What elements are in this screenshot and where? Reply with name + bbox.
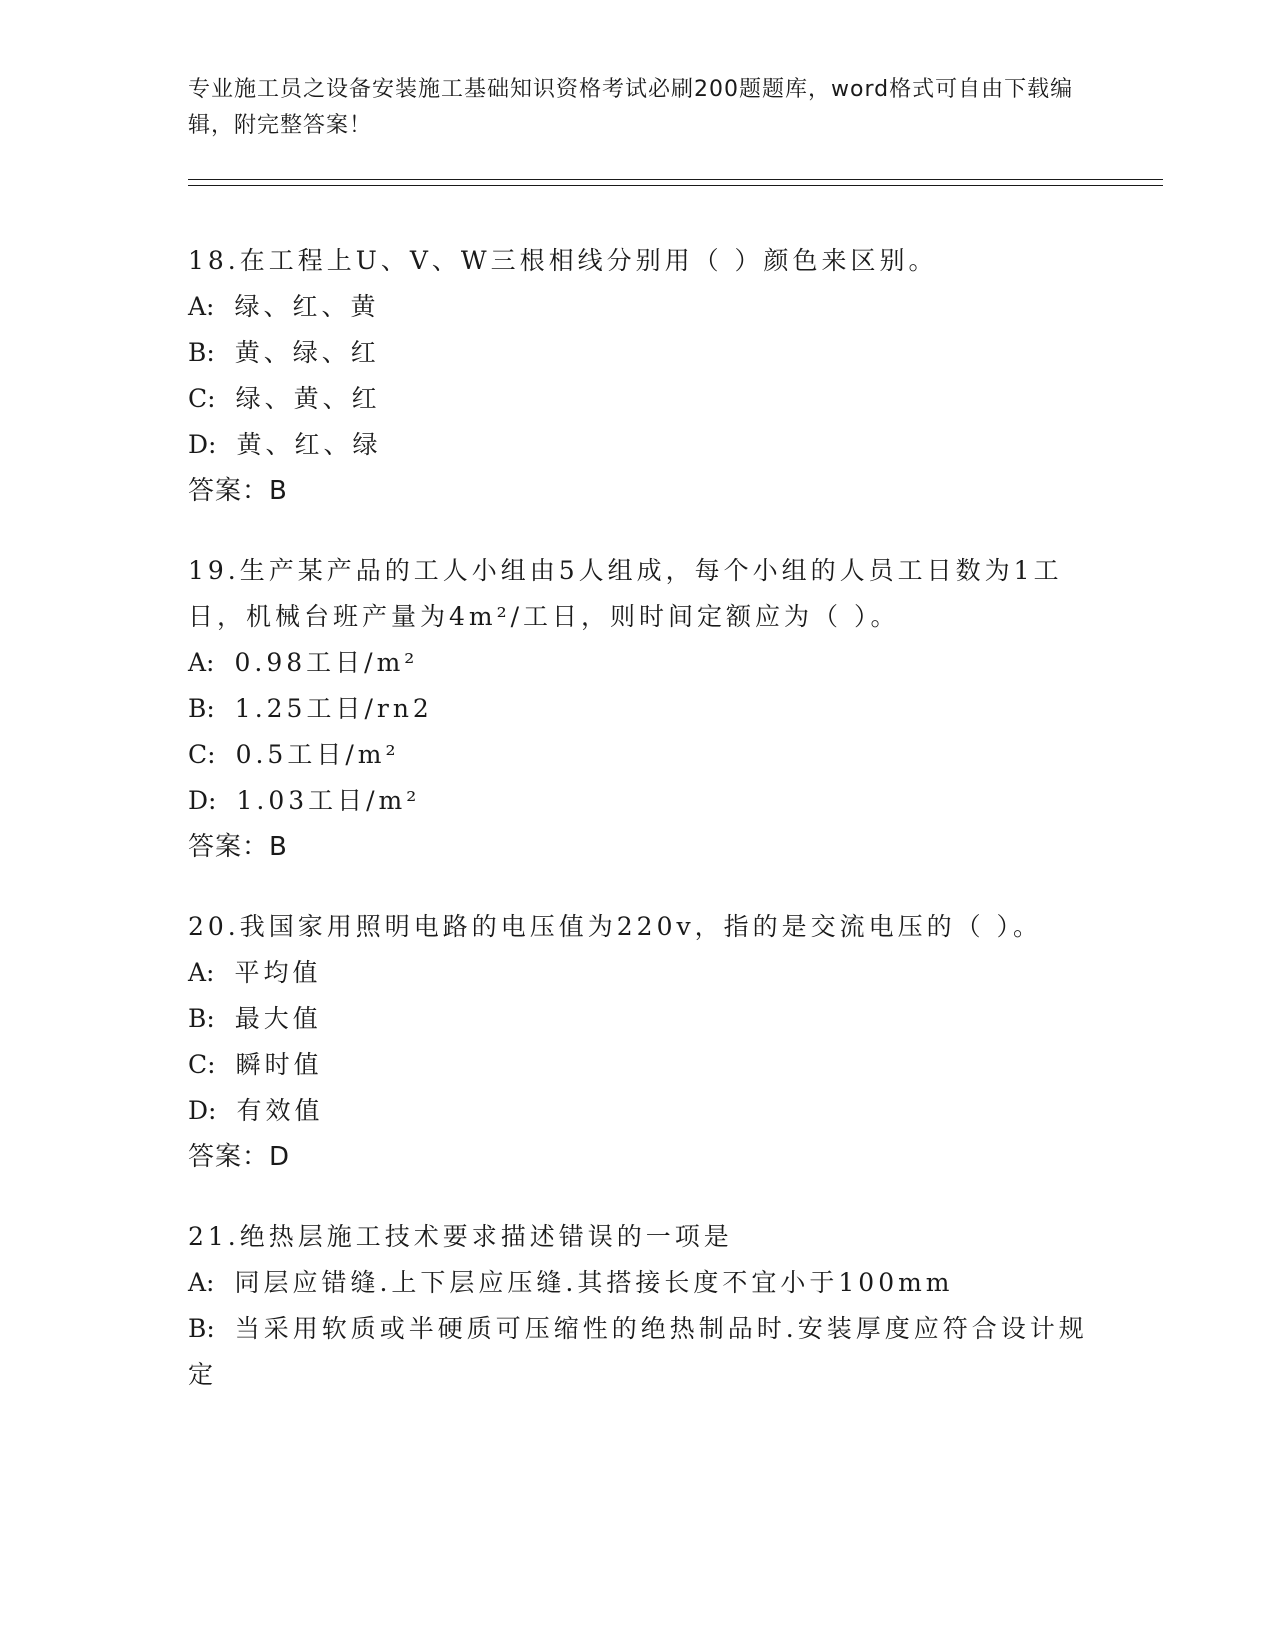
option-letter: A:	[188, 958, 215, 987]
option-c	[188, 732, 1088, 778]
question-stem	[188, 904, 1088, 950]
option-text: 0.98工日/m²	[234, 648, 419, 677]
answer: 答案：D	[188, 1142, 291, 1172]
question-text: 在工程上U、V、W三根相线分别用（ ）颜色来区别。	[239, 246, 938, 275]
option-letter: D:	[188, 786, 217, 815]
option-letter: C:	[188, 740, 216, 769]
option-text: 绿、红、黄	[234, 292, 380, 321]
option-letter: B:	[188, 1314, 215, 1343]
option-a	[188, 640, 1088, 686]
option-b	[188, 996, 1088, 1042]
option-a	[188, 1260, 1088, 1306]
question-number: 18.	[188, 246, 240, 275]
option-b	[188, 686, 1088, 732]
header-rule-top	[188, 179, 1163, 180]
question-text: 生产某产品的工人小组由5人组成，每个小组的人员工日数为1工日，机械台班产量为4m²/工日，则时间定额应为（ ）。	[188, 556, 1063, 631]
question-number: 20.	[188, 912, 240, 941]
question-stem	[188, 548, 1088, 640]
question-stem	[188, 1214, 1088, 1260]
option-text: 平均值	[234, 958, 322, 987]
header-rule-bottom	[188, 185, 1163, 186]
option-text: 有效值	[236, 1096, 324, 1125]
option-b	[188, 1306, 1088, 1398]
option-letter: A:	[188, 648, 215, 677]
question-20	[188, 904, 1088, 1180]
option-text: 同层应错缝.上下层应压缝.其搭接长度不宜小于100mm	[234, 1268, 954, 1297]
option-letter: D:	[188, 1096, 217, 1125]
option-a	[188, 284, 1088, 330]
option-text: 黄、红、绿	[236, 430, 382, 459]
option-d	[188, 422, 1088, 468]
option-text: 0.5工日/m²	[235, 740, 400, 769]
option-text: 绿、黄、红	[235, 384, 381, 413]
option-a	[188, 950, 1088, 996]
question-21	[188, 1214, 1088, 1398]
document-header	[188, 72, 1088, 144]
question-stem	[188, 238, 1088, 284]
option-text: 黄、绿、红	[234, 338, 380, 367]
answer: 答案：B	[188, 476, 288, 506]
option-d	[188, 1088, 1088, 1134]
question-number: 19.	[188, 556, 240, 585]
question-19	[188, 548, 1088, 870]
option-c	[188, 376, 1088, 422]
question-number: 21.	[188, 1222, 240, 1251]
option-letter: A:	[188, 1268, 215, 1297]
answer: 答案：B	[188, 832, 288, 862]
question-list	[188, 238, 1088, 1432]
option-letter: B:	[188, 1004, 215, 1033]
option-b	[188, 330, 1088, 376]
option-letter: B:	[188, 338, 215, 367]
option-text: 瞬时值	[235, 1050, 323, 1079]
option-c	[188, 1042, 1088, 1088]
option-text: 最大值	[234, 1004, 322, 1033]
question-text: 绝热层施工技术要求描述错误的一项是	[239, 1222, 733, 1251]
option-text: 1.25工日/rn2	[234, 694, 433, 723]
option-letter: D:	[188, 430, 217, 459]
option-letter: C:	[188, 1050, 216, 1079]
option-letter: C:	[188, 384, 216, 413]
question-18	[188, 238, 1088, 514]
option-letter: B:	[188, 694, 215, 723]
question-text: 我国家用照明电路的电压值为220v，指的是交流电压的（ ）。	[239, 912, 1043, 941]
header-text: 专业施工员之设备安装施工基础知识资格考试必刷200题题库，word格式可自由下载编辑，附完整答案！	[188, 77, 1074, 138]
option-letter: A:	[188, 292, 215, 321]
option-text: 当采用软质或半硬质可压缩性的绝热制品时.安装厚度应符合设计规定	[188, 1314, 1088, 1389]
option-d	[188, 778, 1088, 824]
option-text: 1.03工日/m²	[236, 786, 421, 815]
